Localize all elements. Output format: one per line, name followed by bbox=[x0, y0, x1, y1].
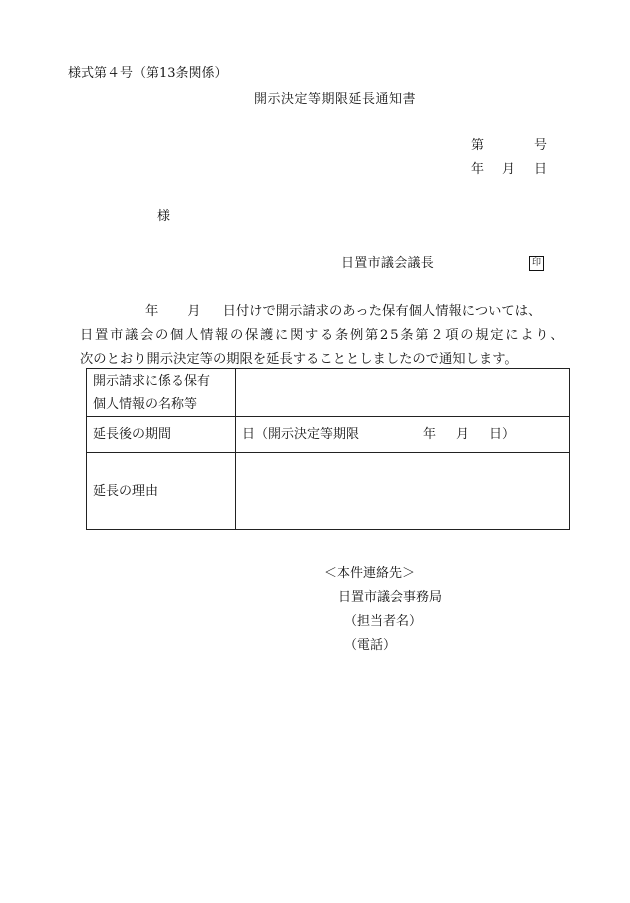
contact-office: 日置市議会事務局 bbox=[338, 590, 443, 605]
date-year-label: 年 bbox=[471, 162, 485, 177]
body-line-3: 次のとおり開示決定等の期限を延長することとしましたので通知します。 bbox=[80, 352, 518, 367]
period-close: 日） bbox=[489, 427, 516, 442]
document-number-prefix: 第 bbox=[471, 138, 485, 153]
table-row bbox=[87, 369, 570, 417]
document-title: 開示決定等期限延長通知書 bbox=[254, 92, 417, 107]
contact-phone: （電話） bbox=[344, 638, 397, 653]
body-month: 月 bbox=[187, 304, 201, 319]
date-day-label: 日 bbox=[534, 162, 548, 177]
body-line-2: 日置市議会の個人情報の保護に関する条例第25条第２項の規定により、 bbox=[80, 328, 566, 343]
seal-icon: 印 bbox=[529, 256, 544, 271]
contact-person: （担当者名） bbox=[344, 614, 423, 629]
addressee-honorific: 様 bbox=[157, 209, 171, 224]
extension-reason-value bbox=[236, 453, 570, 530]
personal-info-name-label-line-2: 個人情報の名称等 bbox=[93, 396, 198, 412]
contact-heading: ＜本件連絡先＞ bbox=[324, 566, 416, 581]
form-number-label: 様式第４号（第13条関係） bbox=[68, 66, 228, 81]
extension-details-table bbox=[86, 368, 570, 530]
date-month-label: 月 bbox=[502, 162, 516, 177]
table-row bbox=[87, 453, 570, 530]
personal-info-name-label bbox=[87, 369, 236, 417]
extended-period-value bbox=[236, 417, 570, 453]
period-year: 年 bbox=[423, 427, 437, 442]
period-month: 月 bbox=[456, 427, 470, 442]
document-number-suffix: 号 bbox=[534, 138, 548, 153]
period-day: 日（開示決定等期限 bbox=[242, 427, 360, 442]
body-line-1 bbox=[80, 300, 565, 324]
issuer-name: 日置市議会議長 bbox=[341, 256, 435, 271]
table-row bbox=[87, 417, 570, 453]
personal-info-name-label-line-1: 開示請求に係る保有 bbox=[93, 373, 211, 389]
body-line-1-text: 日付けで開示請求のあった保有個人情報については、 bbox=[222, 304, 542, 319]
extension-reason-label: 延長の理由 bbox=[87, 453, 236, 530]
contact-block bbox=[324, 562, 442, 658]
personal-info-name-value bbox=[236, 369, 570, 417]
notice-body bbox=[80, 300, 565, 372]
extended-period-label: 延長後の期間 bbox=[87, 417, 236, 453]
body-year: 年 bbox=[145, 304, 159, 319]
